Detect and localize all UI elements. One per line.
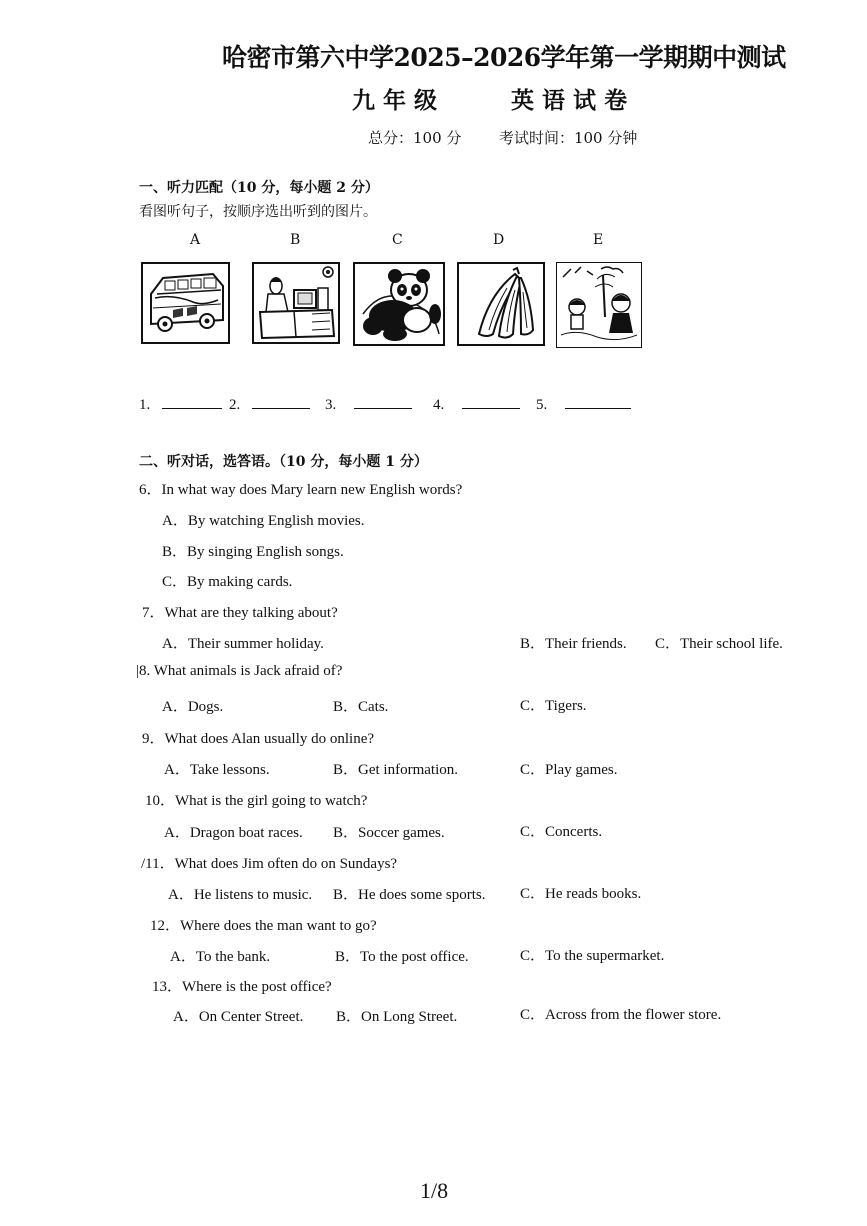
question-13-option-a[interactable]: A．On Center Street. [173,1009,304,1025]
question-6: 6．In what way does Mary learn new English words? [139,482,463,498]
person-at-desk-icon [254,264,338,342]
answer-number-5: 5. [536,397,548,413]
question-12-option-a[interactable]: A．To the bank. [170,949,271,965]
question-6-option-a[interactable]: A．By watching English movies. [162,513,365,529]
picture-a [141,262,230,344]
answer-line-3 [325,396,412,414]
answer-line-5 [536,396,631,414]
question-11-option-c[interactable]: C．He reads books. [520,886,642,902]
grade-subject [352,82,627,115]
question-8-option-b[interactable]: B．Cats. [333,699,389,715]
answer-line-2 [229,396,310,414]
picture-letter-a: A [190,232,201,248]
question-11-option-b[interactable]: B．He does some sports. [333,887,486,903]
question-8-option-a[interactable]: A．Dogs. [162,699,224,715]
question-13-option-b[interactable]: B．On Long Street. [336,1009,458,1025]
question-7-option-b[interactable]: B．Their friends. [520,636,627,652]
answer-line-4 [433,396,520,414]
subject-label: 英 语 试 卷 [511,87,628,114]
picture-b [252,262,340,344]
section1-instruction: 看图听句子，按顺序选出听到的图片。 [139,204,377,220]
answer-blank-5[interactable] [565,396,631,409]
answer-number-1: 1. [139,397,151,413]
answer-blank-4[interactable] [462,396,520,409]
picture-letter-d: D [493,232,505,248]
question-7-option-a[interactable]: A．Their summer holiday. [162,636,324,652]
question-9-option-b[interactable]: B．Get information. [333,762,458,778]
question-6-option-b[interactable]: B．By singing English songs. [162,544,344,560]
question-7: 7．What are they talking about? [142,605,338,621]
total-score: 总分：100 分 [368,129,462,147]
question-9-option-a[interactable]: A．Take lessons. [164,762,270,778]
question-8-option-c[interactable]: C．Tigers. [520,698,587,714]
picture-letter-c: C [392,232,403,248]
question-10-option-b[interactable]: B．Soccer games. [333,825,445,841]
answer-blank-1[interactable] [162,396,222,409]
picture-letter-b: B [290,232,301,248]
exam-title: 哈密市第六中学2025–2026学年第一学期期中测试 [222,43,786,72]
children-drawing-icon [557,263,640,346]
question-12-option-b[interactable]: B．To the post office. [335,949,469,965]
question-9-option-c[interactable]: C．Play games. [520,762,618,778]
question-13-option-c[interactable]: C．Across from the flower store. [520,1007,722,1023]
question-10-option-c[interactable]: C．Concerts. [520,824,603,840]
question-8: |8. What animals is Jack afraid of? [136,663,343,679]
answer-blank-2[interactable] [252,396,310,409]
answer-number-2: 2. [229,397,241,413]
page-number: 1/8 [420,1178,449,1203]
question-12-option-c[interactable]: C．To the supermarket. [520,948,665,964]
exam-time: 考试时间：100 分钟 [498,129,638,147]
question-10-option-a[interactable]: A．Dragon boat races. [164,825,303,841]
answer-number-4: 4. [433,397,445,413]
grade-label: 九 年 级 [352,87,438,114]
section2-heading: 二、听对话，选答语。（10 分，每小题 1 分） [139,454,428,470]
question-6-option-c[interactable]: C．By making cards. [162,574,293,590]
picture-d [457,262,545,346]
panda-icon [355,264,443,344]
section1-heading: 一、听力匹配（10 分，每小题 2 分） [139,180,379,196]
picture-letter-e: E [593,232,604,248]
answer-blank-3[interactable] [354,396,412,409]
question-7-option-c[interactable]: C．Their school life. [655,636,783,652]
bus-icon [143,264,228,342]
question-9: 9．What does Alan usually do online? [142,731,375,747]
answer-number-3: 3. [325,397,337,413]
question-13: 13．Where is the post office? [152,979,332,995]
picture-c [353,262,445,346]
exam-meta [368,127,637,148]
question-11: /11．What does Jim often do on Sundays? [141,856,398,872]
picture-e [556,262,642,348]
question-11-option-a[interactable]: A．He listens to music. [168,887,313,903]
bananas-icon [459,264,543,344]
question-10: 10．What is the girl going to watch? [145,793,368,809]
question-12: 12．Where does the man want to go? [150,918,377,934]
answer-line-1 [139,396,222,414]
